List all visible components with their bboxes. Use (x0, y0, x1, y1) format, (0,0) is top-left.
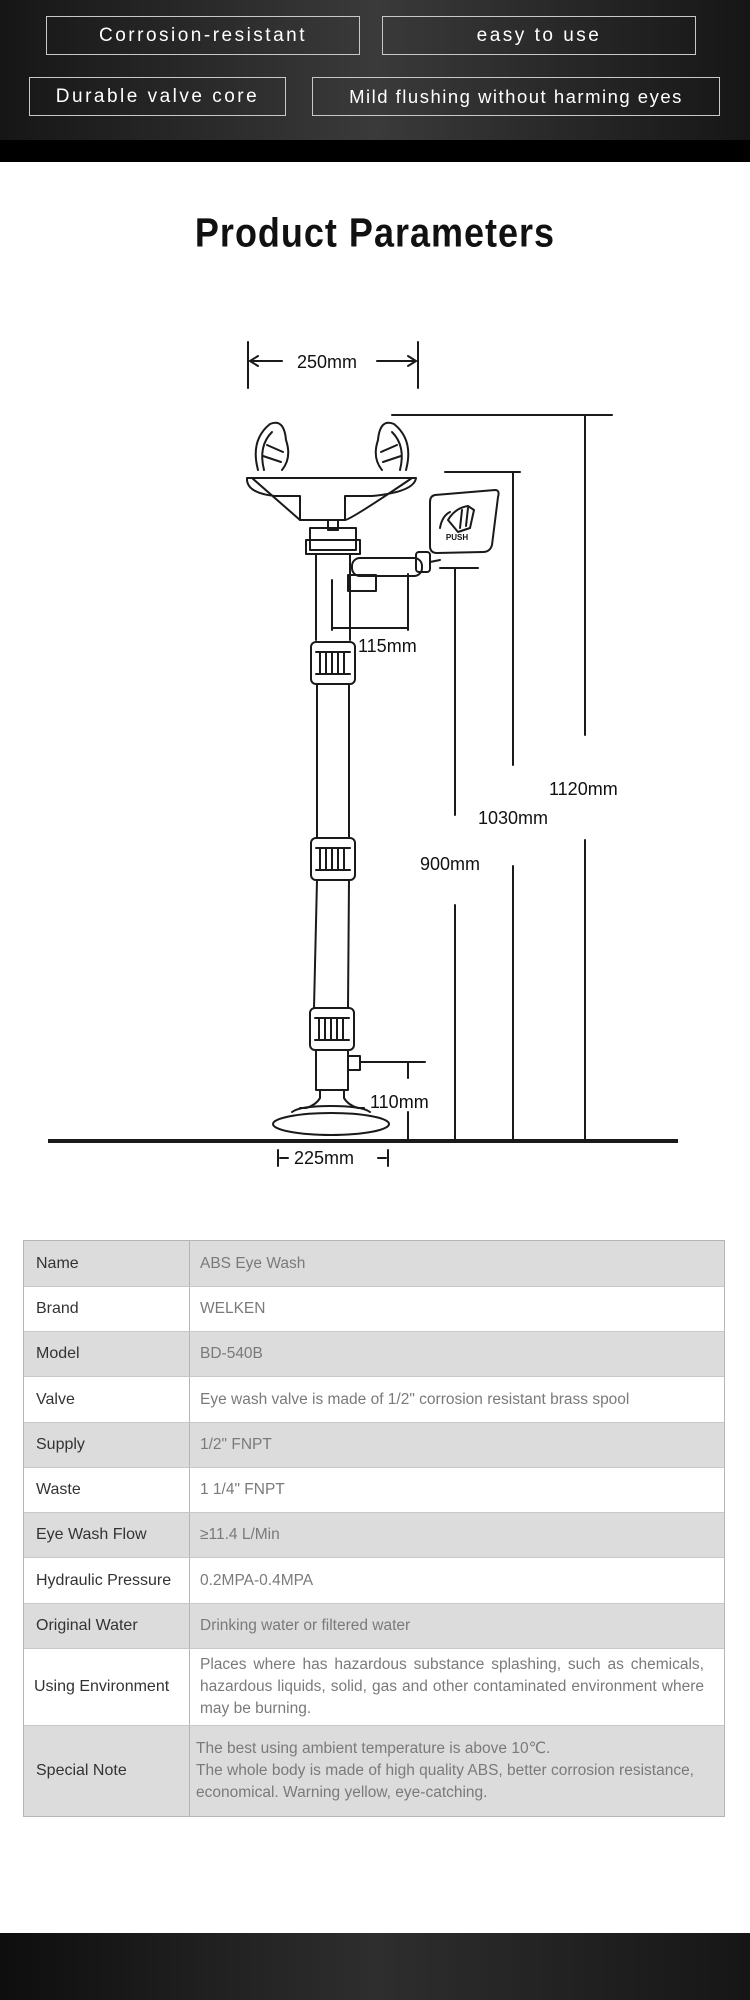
spec-row-brand (24, 1287, 724, 1332)
spec-row-valve (24, 1377, 724, 1423)
spec-label: Brand (24, 1287, 190, 1331)
spec-row-supply (24, 1423, 724, 1468)
special-note-line-2: The whole body is made of high quality ABS, better corrosion resistance, economical. Warning yellow, eye-catching. (196, 1762, 694, 1801)
spec-label: Model (24, 1332, 190, 1376)
feature-corrosion-resistant: Corrosion-resistant (46, 16, 360, 55)
spec-row-eye-wash-flow (24, 1513, 724, 1558)
spec-row-model (24, 1332, 724, 1377)
spec-label: Hydraulic Pressure (24, 1558, 190, 1603)
spec-value: 0.2MPA-0.4MPA (200, 1571, 314, 1589)
spec-table (23, 1240, 725, 1817)
spec-label: Original Water (24, 1604, 190, 1648)
spec-value: Eye wash valve is made of 1/2" corrosion resistant brass spool (200, 1390, 630, 1408)
special-note-line-1: The best using ambient temperature is above 10℃. (196, 1740, 551, 1757)
spec-row-waste (24, 1468, 724, 1513)
push-plate (430, 490, 499, 553)
dim-valve-offset: 115mm (358, 636, 417, 656)
dim-top-width: 250mm (296, 352, 358, 372)
spec-value: BD-540B (200, 1345, 263, 1362)
dim-height-bowl: 1030mm (478, 808, 549, 828)
spec-value: Drinking water or filtered water (200, 1617, 411, 1634)
dim-height-valve: 900mm (420, 854, 481, 874)
spec-value: ABS Eye Wash (200, 1254, 306, 1272)
eyewash-bowl (247, 478, 416, 520)
feature-mild-flushing: Mild flushing without harming eyes (312, 77, 720, 116)
spec-label: Waste (24, 1468, 190, 1512)
spec-value (190, 1726, 724, 1816)
spec-label: Valve (24, 1377, 190, 1422)
feature-banner (0, 0, 750, 162)
spec-value: 1/2" FNPT (200, 1436, 272, 1453)
spec-value: ≥11.4 L/Min (200, 1526, 280, 1543)
spec-label: Name (24, 1241, 190, 1286)
spec-label: Eye Wash Flow (24, 1513, 190, 1557)
pedestal-base (273, 1113, 389, 1135)
section-title: Product Parameters (194, 209, 556, 256)
footer-banner (0, 1933, 750, 2000)
spec-label: Special Note (24, 1726, 190, 1816)
dim-height-total: 1120mm (549, 779, 618, 799)
spec-value: WELKEN (200, 1300, 266, 1317)
spec-row-hydraulic-pressure (24, 1558, 724, 1604)
spec-label: Using Environment (24, 1649, 190, 1725)
spec-value: Places where has hazardous substance splashing, such as chemicals, hazardous liquids, solid, gas and other contaminated environment where may be burning. (200, 1656, 704, 1717)
product-dimension-diagram (0, 320, 750, 1180)
spec-row-special-note (24, 1726, 724, 1816)
spec-row-using-environment (24, 1649, 724, 1726)
spec-label: Supply (24, 1423, 190, 1467)
feature-durable-valve-core: Durable valve core (29, 77, 286, 116)
lower-fitting (316, 1050, 348, 1090)
feature-easy-to-use: easy to use (382, 16, 696, 55)
spec-row-name (24, 1241, 724, 1287)
dim-base-width: 225mm (294, 1148, 355, 1168)
dim-inlet-height: 110mm (370, 1092, 429, 1112)
spec-row-original-water (24, 1604, 724, 1649)
push-label: PUSH (445, 533, 469, 542)
valve-arm (352, 558, 422, 576)
banner-divider (0, 140, 750, 162)
spec-value: 1 1/4" FNPT (200, 1481, 285, 1498)
